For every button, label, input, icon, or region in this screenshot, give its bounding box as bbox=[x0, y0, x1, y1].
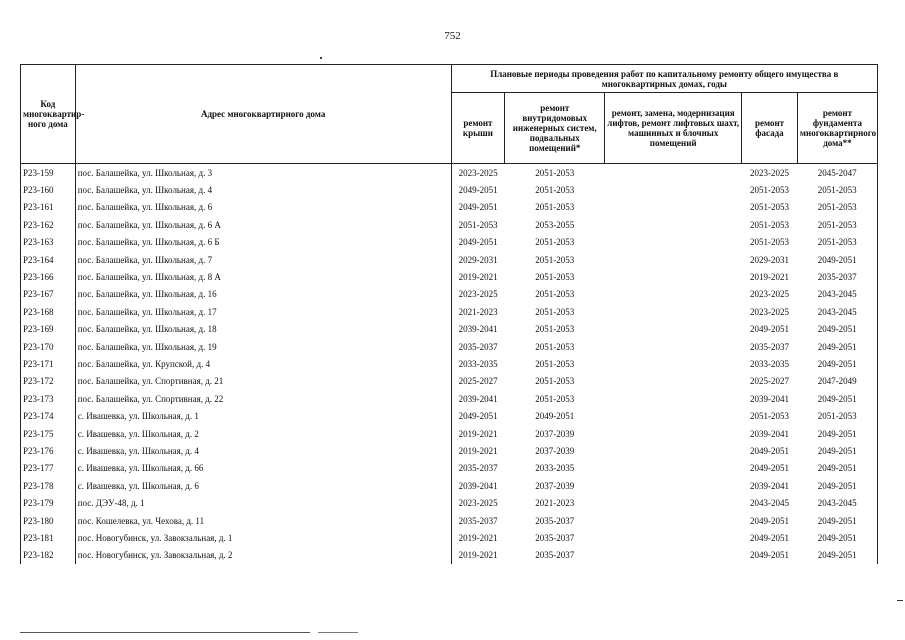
table-row bbox=[21, 234, 878, 251]
foundation-cell: 2049-2051 bbox=[797, 355, 877, 372]
code-cell: Р23-177 bbox=[21, 460, 76, 477]
code-cell: Р23-162 bbox=[21, 216, 76, 233]
address-cell: с. Ивашевка, ул. Школьная, д. 2 bbox=[75, 425, 451, 442]
roof-cell: 2049-2051 bbox=[451, 234, 505, 251]
elevators-cell bbox=[605, 390, 742, 407]
elevators-cell bbox=[605, 199, 742, 216]
table-row bbox=[21, 286, 878, 303]
address-cell: с. Ивашевка, ул. Школьная, д. 66 bbox=[75, 460, 451, 477]
header-address: Адрес многоквартирного дома bbox=[75, 65, 451, 164]
elevators-cell bbox=[605, 373, 742, 390]
elevators-cell bbox=[605, 547, 742, 564]
facade-cell: 2039-2041 bbox=[750, 480, 789, 491]
code-cell: Р23-170 bbox=[21, 338, 76, 355]
foundation-cell: 2051-2053 bbox=[797, 181, 877, 198]
code-cell: Р23-182 bbox=[21, 547, 76, 564]
roof-cell: 2039-2041 bbox=[451, 390, 505, 407]
table-body bbox=[21, 164, 878, 564]
roof-cell: 2019-2021 bbox=[451, 425, 505, 442]
roof-cell: 2049-2051 bbox=[451, 181, 505, 198]
code-cell: Р23-161 bbox=[21, 199, 76, 216]
foundation-cell: 2049-2051 bbox=[797, 390, 877, 407]
engineering-cell: 2035-2037 bbox=[535, 550, 575, 561]
code-cell: Р23-163 bbox=[21, 234, 76, 251]
code-cell: Р23-166 bbox=[21, 268, 76, 285]
table-row bbox=[21, 303, 878, 320]
roof-cell: 2033-2035 bbox=[451, 355, 505, 372]
address-cell: пос. Балашейка, ул. Школьная, д. 6 А bbox=[75, 216, 451, 233]
address-cell: пос. Балашейка, ул. Школьная, д. 6 Б bbox=[75, 234, 451, 251]
table-row bbox=[21, 547, 878, 564]
address-cell: пос. Балашейка, ул. Школьная, д. 6 bbox=[75, 199, 451, 216]
code-cell: Р23-159 bbox=[21, 164, 76, 182]
facade-cell: 2049-2051 bbox=[750, 532, 789, 543]
code-cell: Р23-173 bbox=[21, 390, 76, 407]
engineering-cell: 2051-2053 bbox=[535, 376, 575, 387]
code-cell: Р23-169 bbox=[21, 321, 76, 338]
facade-cell: 2049-2051 bbox=[750, 515, 789, 526]
facade-cell: 2043-2045 bbox=[750, 498, 789, 509]
roof-cell: 2029-2031 bbox=[451, 251, 505, 268]
code-cell: Р23-160 bbox=[21, 181, 76, 198]
facade-cell: 2049-2051 bbox=[750, 463, 789, 474]
table-row bbox=[21, 529, 878, 546]
engineering-cell: 2035-2037 bbox=[535, 532, 575, 543]
elevators-cell bbox=[605, 477, 742, 494]
address-cell: пос. Балашейка, ул. Школьная, д. 19 bbox=[75, 338, 451, 355]
table-row bbox=[21, 512, 878, 529]
bottom-rule bbox=[20, 632, 310, 633]
foundation-cell: 2043-2045 bbox=[797, 286, 877, 303]
facade-cell: 2035-2037 bbox=[750, 341, 789, 352]
code-cell: Р23-171 bbox=[21, 355, 76, 372]
bottom-rule-fragment bbox=[318, 632, 358, 633]
foundation-cell: 2043-2045 bbox=[797, 494, 877, 511]
facade-cell: 2023-2025 bbox=[750, 289, 789, 300]
address-cell: пос. Балашейка, ул. Крупской, д. 4 bbox=[75, 355, 451, 372]
facade-cell: 2019-2021 bbox=[750, 272, 789, 283]
table-row bbox=[21, 181, 878, 198]
table-row bbox=[21, 494, 878, 511]
foundation-cell: 2045-2047 bbox=[797, 164, 877, 182]
header-facade: ремонт фасада bbox=[742, 93, 798, 164]
engineering-cell: 2051-2053 bbox=[535, 254, 575, 265]
table-row bbox=[21, 442, 878, 459]
roof-cell: 2035-2037 bbox=[451, 460, 505, 477]
facade-cell: 2039-2041 bbox=[750, 428, 789, 439]
table-row bbox=[21, 460, 878, 477]
address-cell: пос. Балашейка, ул. Школьная, д. 7 bbox=[75, 251, 451, 268]
foundation-cell: 2049-2051 bbox=[797, 477, 877, 494]
elevators-cell bbox=[605, 268, 742, 285]
address-cell: пос. Балашейка, ул. Школьная, д. 16 bbox=[75, 286, 451, 303]
code-cell: Р23-174 bbox=[21, 407, 76, 424]
engineering-cell: 2051-2053 bbox=[535, 306, 575, 317]
address-cell: пос. Кошелевка, ул. Чехова, д. 11 bbox=[75, 512, 451, 529]
facade-cell: 2033-2035 bbox=[750, 358, 789, 369]
foundation-cell: 2049-2051 bbox=[797, 425, 877, 442]
address-cell: с. Ивашевка, ул. Школьная, д. 6 bbox=[75, 477, 451, 494]
facade-cell: 2051-2053 bbox=[750, 202, 789, 213]
table-row bbox=[21, 355, 878, 372]
code-cell: Р23-180 bbox=[21, 512, 76, 529]
foundation-cell: 2049-2051 bbox=[797, 512, 877, 529]
facade-cell: 2049-2051 bbox=[750, 550, 789, 561]
table-row bbox=[21, 268, 878, 285]
scan-speck bbox=[320, 57, 322, 59]
facade-cell: 2051-2053 bbox=[750, 237, 789, 248]
elevators-cell bbox=[605, 164, 742, 182]
foundation-cell: 2051-2053 bbox=[797, 407, 877, 424]
foundation-cell: 2051-2053 bbox=[797, 234, 877, 251]
elevators-cell bbox=[605, 355, 742, 372]
table-row bbox=[21, 216, 878, 233]
elevators-cell bbox=[605, 494, 742, 511]
facade-cell: 2025-2027 bbox=[750, 376, 789, 387]
code-cell: Р23-176 bbox=[21, 442, 76, 459]
engineering-cell: 2051-2053 bbox=[535, 341, 575, 352]
foundation-cell: 2049-2051 bbox=[797, 321, 877, 338]
facade-cell: 2051-2053 bbox=[750, 411, 789, 422]
table-row bbox=[21, 373, 878, 390]
elevators-cell bbox=[605, 442, 742, 459]
roof-cell: 2049-2051 bbox=[451, 199, 505, 216]
roof-cell: 2019-2021 bbox=[451, 442, 505, 459]
engineering-cell: 2051-2053 bbox=[535, 272, 575, 283]
table-row bbox=[21, 425, 878, 442]
address-cell: пос. Новогубинск, ул. Завокзальная, д. 2 bbox=[75, 547, 451, 564]
facade-cell: 2049-2051 bbox=[750, 445, 789, 456]
roof-cell: 2035-2037 bbox=[451, 338, 505, 355]
foundation-cell: 2049-2051 bbox=[797, 547, 877, 564]
roof-cell: 2049-2051 bbox=[451, 407, 505, 424]
table-row bbox=[21, 321, 878, 338]
engineering-cell: 2037-2039 bbox=[535, 445, 575, 456]
elevators-cell bbox=[605, 303, 742, 320]
foundation-cell: 2047-2049 bbox=[797, 373, 877, 390]
foundation-cell: 2035-2037 bbox=[797, 268, 877, 285]
code-cell: Р23-164 bbox=[21, 251, 76, 268]
engineering-cell: 2051-2053 bbox=[535, 324, 575, 335]
address-cell: пос. Балашейка, ул. Спортивная, д. 21 bbox=[75, 373, 451, 390]
elevators-cell bbox=[605, 338, 742, 355]
header-code: Код многоквартир-ного дома bbox=[21, 65, 76, 164]
code-cell: Р23-179 bbox=[21, 494, 76, 511]
foundation-cell: 2043-2045 bbox=[797, 303, 877, 320]
engineering-cell: 2051-2053 bbox=[535, 358, 575, 369]
facade-cell: 2029-2031 bbox=[750, 254, 789, 265]
address-cell: пос. Балашейка, ул. Школьная, д. 17 bbox=[75, 303, 451, 320]
address-cell: с. Ивашевка, ул. Школьная, д. 1 bbox=[75, 407, 451, 424]
header-engineering: ремонт внутридомовых инженерных систем, подвальных помещений* bbox=[505, 93, 605, 164]
foundation-cell: 2049-2051 bbox=[797, 251, 877, 268]
header-elevators: ремонт, замена, модернизация лифтов, ремонт лифтовых шахт, машинных и блочных помещений bbox=[605, 93, 742, 164]
code-cell: Р23-178 bbox=[21, 477, 76, 494]
engineering-cell: 2053-2055 bbox=[535, 219, 575, 230]
elevators-cell bbox=[605, 529, 742, 546]
address-cell: пос. Балашейка, ул. Школьная, д. 8 А bbox=[75, 268, 451, 285]
elevators-cell bbox=[605, 425, 742, 442]
elevators-cell bbox=[605, 216, 742, 233]
address-cell: пос. Балашейка, ул. Школьная, д. 3 bbox=[75, 164, 451, 182]
roof-cell: 2035-2037 bbox=[451, 512, 505, 529]
engineering-cell: 2035-2037 bbox=[535, 515, 575, 526]
facade-cell: 2039-2041 bbox=[750, 393, 789, 404]
code-cell: Р23-167 bbox=[21, 286, 76, 303]
engineering-cell: 2051-2053 bbox=[535, 167, 575, 178]
code-cell: Р23-181 bbox=[21, 529, 76, 546]
elevators-cell bbox=[605, 321, 742, 338]
elevators-cell bbox=[605, 251, 742, 268]
elevators-cell bbox=[605, 407, 742, 424]
page-number: 752 bbox=[444, 30, 461, 42]
roof-cell: 2039-2041 bbox=[451, 321, 505, 338]
table-row bbox=[21, 199, 878, 216]
foundation-cell: 2051-2053 bbox=[797, 216, 877, 233]
repair-schedule-table bbox=[20, 64, 878, 564]
engineering-cell: 2051-2053 bbox=[535, 202, 575, 213]
foundation-cell: 2051-2053 bbox=[797, 199, 877, 216]
edge-mark bbox=[897, 600, 903, 601]
facade-cell: 2051-2053 bbox=[750, 219, 789, 230]
address-cell: пос. Балашейка, ул. Спортивная, д. 22 bbox=[75, 390, 451, 407]
engineering-cell: 2021-2023 bbox=[535, 498, 575, 509]
roof-cell: 2019-2021 bbox=[451, 529, 505, 546]
roof-cell: 2051-2053 bbox=[451, 216, 505, 233]
elevators-cell bbox=[605, 286, 742, 303]
header-roof: ремонт крыши bbox=[451, 93, 505, 164]
engineering-cell: 2051-2053 bbox=[535, 237, 575, 248]
engineering-cell: 2033-2035 bbox=[535, 463, 575, 474]
facade-cell: 2023-2025 bbox=[750, 306, 789, 317]
address-cell: пос. ДЭУ-48, д. 1 bbox=[75, 494, 451, 511]
address-cell: пос. Балашейка, ул. Школьная, д. 18 bbox=[75, 321, 451, 338]
table-row bbox=[21, 390, 878, 407]
elevators-cell bbox=[605, 234, 742, 251]
roof-cell: 2039-2041 bbox=[451, 477, 505, 494]
engineering-cell: 2049-2051 bbox=[535, 411, 575, 422]
table-row bbox=[21, 164, 878, 182]
facade-cell: 2023-2025 bbox=[750, 167, 789, 178]
table-row bbox=[21, 251, 878, 268]
code-cell: Р23-175 bbox=[21, 425, 76, 442]
engineering-cell: 2051-2053 bbox=[535, 185, 575, 196]
foundation-cell: 2049-2051 bbox=[797, 460, 877, 477]
roof-cell: 2023-2025 bbox=[451, 494, 505, 511]
roof-cell: 2025-2027 bbox=[451, 373, 505, 390]
roof-cell: 2019-2021 bbox=[451, 268, 505, 285]
roof-cell: 2021-2023 bbox=[451, 303, 505, 320]
table-row bbox=[21, 407, 878, 424]
code-cell: Р23-168 bbox=[21, 303, 76, 320]
elevators-cell bbox=[605, 512, 742, 529]
elevators-cell bbox=[605, 460, 742, 477]
engineering-cell: 2037-2039 bbox=[535, 428, 575, 439]
header-periods-group: Плановые периоды проведения работ по капитальному ремонту общего имущества в многоквартирных домах, годы bbox=[451, 65, 877, 93]
address-cell: пос. Новогубинск, ул. Завокзальная, д. 1 bbox=[75, 529, 451, 546]
elevators-cell bbox=[605, 181, 742, 198]
code-cell: Р23-172 bbox=[21, 373, 76, 390]
foundation-cell: 2049-2051 bbox=[797, 442, 877, 459]
table-row bbox=[21, 477, 878, 494]
foundation-cell: 2049-2051 bbox=[797, 338, 877, 355]
facade-cell: 2051-2053 bbox=[750, 185, 789, 196]
foundation-cell: 2049-2051 bbox=[797, 529, 877, 546]
facade-cell: 2049-2051 bbox=[750, 324, 789, 335]
engineering-cell: 2051-2053 bbox=[535, 393, 575, 404]
table-row bbox=[21, 338, 878, 355]
engineering-cell: 2051-2053 bbox=[535, 289, 575, 300]
roof-cell: 2023-2025 bbox=[451, 286, 505, 303]
address-cell: с. Ивашевка, ул. Школьная, д. 4 bbox=[75, 442, 451, 459]
roof-cell: 2019-2021 bbox=[451, 547, 505, 564]
engineering-cell: 2037-2039 bbox=[535, 480, 575, 491]
address-cell: пос. Балашейка, ул. Школьная, д. 4 bbox=[75, 181, 451, 198]
roof-cell: 2023-2025 bbox=[451, 164, 505, 182]
header-foundation: ремонт фундамента многоквартирного дома** bbox=[797, 93, 877, 164]
